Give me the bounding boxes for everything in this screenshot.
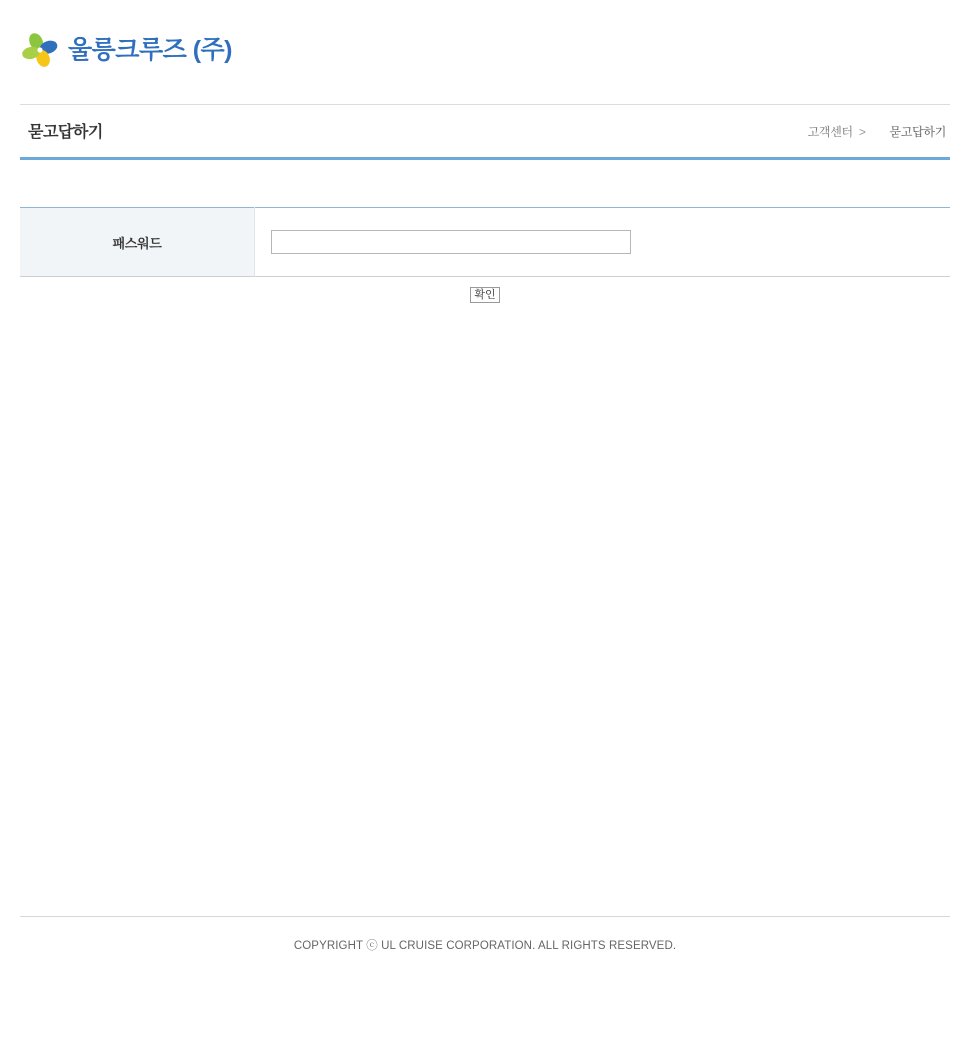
breadcrumb-item-current: 묻고답하기 xyxy=(889,125,946,139)
page-title: 묻고답하기 xyxy=(28,124,103,141)
breadcrumb-item-root[interactable]: 고객센터 xyxy=(807,125,853,139)
page-titlebar xyxy=(20,104,950,160)
confirm-button[interactable]: 확인 xyxy=(470,287,499,303)
table-row xyxy=(20,208,950,277)
submit-row xyxy=(20,285,950,303)
password-form-area xyxy=(20,160,950,303)
site-header xyxy=(0,0,970,104)
site-logo-text: 울릉크루즈 (주) xyxy=(68,35,232,64)
password-field-cell xyxy=(255,208,951,277)
copyright-text: COPYRIGHT ⓒ UL CRUISE CORPORATION. ALL RIGHTS RESERVED. xyxy=(293,940,677,952)
site-logo-link[interactable] xyxy=(20,30,232,70)
breadcrumb xyxy=(808,123,946,140)
password-table xyxy=(20,207,950,277)
chevron-right-icon: > xyxy=(858,124,866,139)
site-footer xyxy=(20,916,950,953)
password-label: 패스워드 xyxy=(20,208,255,277)
password-input[interactable] xyxy=(271,230,631,254)
pinwheel-flower-logo-icon xyxy=(20,30,60,70)
